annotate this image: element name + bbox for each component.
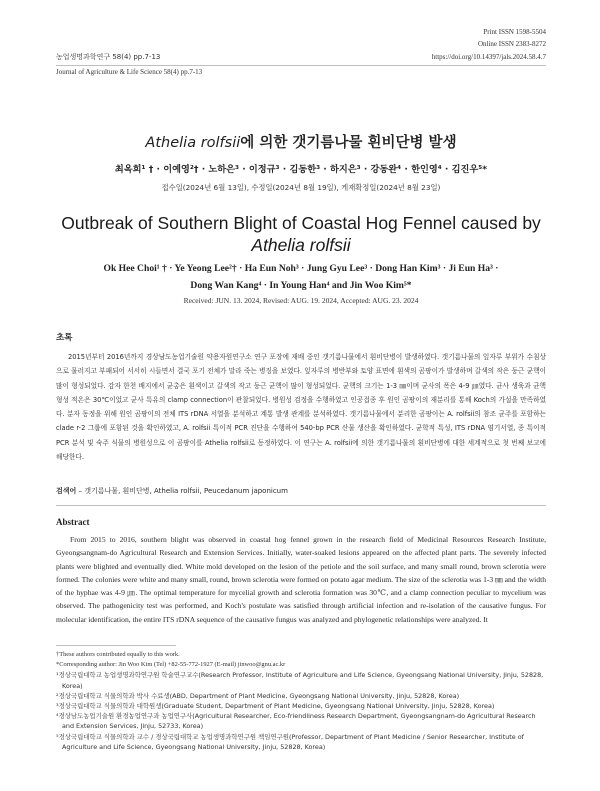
footnote-affiliation-3: ³경상국립대학교 식물의학과 대학원생(Graduate Student, Department of Plant Medicine, Gyeongsang National University, Jinju, 52828, Korea) [56,702,495,711]
korean-keywords [56,484,546,498]
english-author-list [56,260,546,294]
english-title [56,212,546,256]
english-abstract-heading: Abstract [56,517,90,527]
english-abstract-body [56,533,546,626]
english-title-line1: Outbreak of Southern Blight of Coastal Hog Fennel caused by [61,213,541,233]
korean-title-species: Athelia rolfsii [145,135,241,151]
korean-author-list: 최옥희¹ † · 이예영²† · 노하은³ · 이정규³ · 김동한³ · 하지은³ · 강동완⁴ · 한인영⁴ · 김진우⁵* [114,164,488,175]
korean-title [56,131,546,152]
footnote-affiliation-1: ¹경상국립대학교 농업생명과학연구원 학술연구교수(Research Professor, Institute of Agriculture and Life Science, Gyeongsang National University, Jinju, 52828, Korea) [56,671,544,690]
doi-link[interactable]: https://doi.org/10.14397/jals.2024.58.4.7 [431,53,546,61]
keywords-list: – 갯기름나물, 흰비단병, Athelia rolfsii, Peucedanum japonicum [78,487,288,495]
keywords-label: 검색어 [56,487,77,495]
footnote-equal-contribution: †These authors contributed equally to this work. [56,651,180,658]
english-title-species: Athelia rolfsii [251,235,351,255]
keywords-divider [56,505,546,506]
english-submission-dates: Received: JUN. 13. 2024, Revised: AUG. 19. 2024, Accepted: AUG. 23. 2024 [183,296,419,305]
korean-abstract-heading: 초록 [56,333,73,343]
footnote-divider [56,645,176,646]
korean-abstract-text: 2015년부터 2016년까지 경상남도농업기술원 약용자원연구소 연구 포장에 재배 중인 갯기름나물에서 흰비단병이 발생하였다. 갯기름나물의 잎자루 부위가 수침상으로 물러지고 부패되어 서서히 시들면서 결국 포기 전체가 말라 죽는 병징을 보였다. 잎자루의 병반부와 토양 표면에 흰색의 곰팡이가 발생하며 갈색의 작은 둥근 균핵이 많이 형성되었다. 감자 한천 배지에서 균총은 흰색이고 갈색의 작고 둥근 균핵이 많이 형성되었다. 균핵의 크기는 1-3 ㎜이며 균사의 폭은 4-9 ㎛였다. 균사 생육과 균핵 형성 적온은 30℃이었고 균사 특유의 clamp connection이 관찰되었다. 병원성 검정을 수행하였고 인공접종 후 원인 곰팡이의 재분리를 통해 Koch의 가설을 만족하였다. 분자 동정을 위해 원인 곰팡이의 전체 ITS rDNA 서열을 분석하고 계통 발생 관계를 분석하였다. 갯기름나물에서 분리한 곰팡이는 A. rolfsii의 참조 균주를 포함하는 clade r-2 그룹에 포함된 것을 확인하였고, A. rolfsii 특이적 PCR 진단을 수행하여 540-bp PCR 산물 생산을 확인하였다. 균학적 특성, ITS rDNA 염기서열, 종 특이적 PCR 분석 및 숙주 식물의 병원성으로 이 곰팡이를 Athelia rolfsii로 동정하였다. 이 연구는 A. rolfsii에 의한 갯기름나물의 흰비단병에 대한 세계적으로 첫 번째 보고에 해당한다. [56,353,546,462]
footnote-corresponding-author: *Corresponding author: Jin Woo Kim (Tel) +82-55-772-1927 (E-mail) jinwoo@gnu.ac.kr [56,661,286,669]
english-journal-citation: Journal of Agriculture & Life Science 58(4) pp.7-13 [56,68,203,76]
footnote-affiliation-5: ⁵경상국립대학교 식물의학과 교수 / 경상국립대학교 농업생명과학연구원 책임연구원(Professor, Department of Plant Medicine / Senior Researcher, Institute of Agriculture and Life Science, Gyeongsang National University, Jinju, 52828, Korea) [56,732,524,751]
korean-submission-dates: 접수일(2024년 6월 13일), 수정일(2024년 8월 19일), 게재확정일(2024년 8월 23일) [161,183,441,192]
online-issn: Online ISSN 2383-8272 [477,40,546,48]
english-authors-line2: Dong Wan Kang⁴ · In Young Han⁴ and Jin Woo Kim⁵* [190,280,412,291]
footnote-affiliation-2: ²경상국립대학교 식물의학과 박사 수료생(ABD, Department of Plant Medicine, Gyeongsang National University, Jinju, 52828, Korea) [56,691,460,700]
korean-journal-citation: 농업생명과학연구 58(4) pp.7-13 [56,53,161,61]
footnote-affiliation-4: ⁴경상남도농업기술원 환경농업연구과 농업연구사(Agricultural Researcher, Eco-friendliness Research Department, Gyeongsangnam-do Agricultural Research and Extension Services, Jinju, 52733, Korea) [56,712,536,731]
header-divider [56,65,546,66]
korean-abstract-body [56,350,546,464]
korean-title-rest: 에 의한 갯기름나물 흰비단병 발생 [240,135,457,151]
english-authors-line1: Ok Hee Choi¹ † · Ye Yeong Lee²† · Ha Eun Noh³ · Jung Gyu Lee³ · Dong Han Kim³ · Ji Eun Ha³ · [103,263,499,274]
english-abstract-text: From 2015 to 2016, southern blight was observed in coastal hog fennel grown in the research field of Medicinal Resources Research Institute, Gyeongsangnam-do Agricultural Research and Extension Services. Initially, water-soaked lesions appeared on the affected plant parts. The severely infected plants were blighted and eventually died. White mold developed on the lesion of the petiole and the soil surface, and many small round, brown sclerotia were formed. The colonies were white and many small, round, brown sclerotia were formed on potato agar medium. The size of the sclerotia was 1-3 ㎜ and the width of the hyphae was 4-9 ㎛. The optimal temperature for mycelial growth and sclerotia formation was 30℃, and a clamp connection peculiar to mycelium was observed. The pathogenicity test was performed, and Koch's postulate was satisfied through artificial infection and re-isolation of the causative fungus. For molecular identification, the entire ITS rDNA sequence of the causative fungus was analyzed and phylogenetic relationships were analyzed. It [56,535,546,624]
print-issn: Print ISSN 1598-5504 [483,28,546,36]
footnotes [56,650,546,752]
